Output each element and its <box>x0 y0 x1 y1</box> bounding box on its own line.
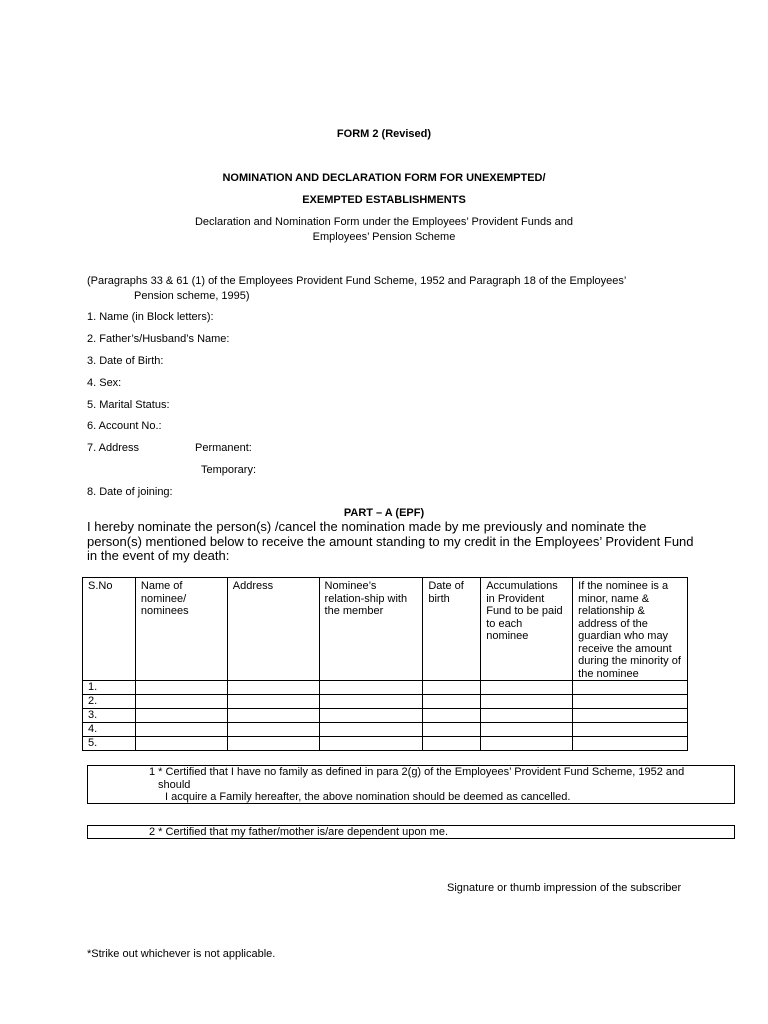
cell-nominee-name[interactable] <box>135 737 227 751</box>
cell-date-of-birth[interactable] <box>423 723 481 737</box>
header-relationship: Nominee’s relation-ship with the member <box>319 578 423 681</box>
form-subheading-line1: Declaration and Nomination Form under the Employees’ Provident Funds and <box>194 216 574 228</box>
table-row <box>83 723 688 737</box>
cell-accumulations[interactable] <box>481 681 573 695</box>
row-number: 5. <box>83 737 136 751</box>
part-a-intro-line1: I hereby nominate the person(s) /cancel the nomination made by me previously and nominate the <box>87 519 647 534</box>
row-number: 1. <box>83 681 136 695</box>
cell-accumulations[interactable] <box>481 695 573 709</box>
certificate-dependent-box <box>87 825 735 839</box>
cell-relationship[interactable] <box>319 737 423 751</box>
cell-nominee-name[interactable] <box>135 681 227 695</box>
part-a-intro-line3: in the event of my death: <box>87 548 230 563</box>
cell-guardian[interactable] <box>573 681 688 695</box>
cell-relationship[interactable] <box>319 695 423 709</box>
certificate-no-family-line1: 1 * Certified that I have no family as defined in para 2(g) of the Employees’ Provident Fund Scheme, 1952 and <box>149 766 685 778</box>
table-row <box>83 709 688 723</box>
cell-guardian[interactable] <box>573 709 688 723</box>
cell-nominee-name[interactable] <box>135 695 227 709</box>
cell-guardian[interactable] <box>573 737 688 751</box>
footnote: *Strike out whichever is not applicable. <box>87 948 276 960</box>
signature-label: Signature or thumb impression of the subscriber <box>447 882 682 894</box>
field-name: 1. Name (in Block letters): <box>87 311 214 323</box>
header-accumulations: Accumulations in Provident Fund to be paid to each nominee <box>481 578 573 681</box>
field-account-no: 6. Account No.: <box>87 420 162 432</box>
row-number: 3. <box>83 709 136 723</box>
header-guardian: If the nominee is a minor, name & relationship & address of the guardian who may receive the amount during the minority of the nominee <box>573 578 688 681</box>
cell-nominee-name[interactable] <box>135 709 227 723</box>
row-number: 2. <box>83 695 136 709</box>
cell-address[interactable] <box>227 709 319 723</box>
form-heading-line1: NOMINATION AND DECLARATION FORM FOR UNEXEMPTED/ <box>222 172 546 184</box>
certificate-dependent-text: 2 * Certified that my father/mother is/are dependent upon me. <box>149 826 448 838</box>
table-header-row <box>83 578 688 681</box>
field-address: 7. Address <box>87 442 139 454</box>
cell-accumulations[interactable] <box>481 723 573 737</box>
cell-relationship[interactable] <box>319 709 423 723</box>
cell-guardian[interactable] <box>573 695 688 709</box>
nomination-table <box>82 577 688 751</box>
field-address-temporary: Temporary: <box>201 464 257 476</box>
cell-guardian[interactable] <box>573 723 688 737</box>
paragraph-reference-line2: Pension scheme, 1995) <box>134 290 250 302</box>
table-row <box>83 695 688 709</box>
cell-relationship[interactable] <box>319 681 423 695</box>
field-date-of-birth: 3. Date of Birth: <box>87 355 164 367</box>
form-title: FORM 2 (Revised) <box>336 128 432 140</box>
field-date-of-joining: 8. Date of joining: <box>87 486 173 498</box>
field-marital-status: 5. Marital Status: <box>87 399 170 411</box>
cell-nominee-name[interactable] <box>135 723 227 737</box>
certificate-no-family-line3: I acquire a Family hereafter, the above nomination should be deemed as cancelled. <box>165 791 571 803</box>
field-address-permanent: Permanent: <box>195 442 252 454</box>
cell-address[interactable] <box>227 723 319 737</box>
cell-address[interactable] <box>227 737 319 751</box>
header-sno: S.No <box>83 578 136 681</box>
table-row <box>83 737 688 751</box>
cell-relationship[interactable] <box>319 723 423 737</box>
header-nominee-name: Name of nominee/ nominees <box>135 578 227 681</box>
certificate-no-family-box <box>87 765 735 804</box>
header-address: Address <box>227 578 319 681</box>
cell-date-of-birth[interactable] <box>423 737 481 751</box>
table-row <box>83 681 688 695</box>
part-a-intro-line2: person(s) mentioned below to receive the amount standing to my credit in the Employees’ Provident Fund <box>87 534 694 549</box>
cell-address[interactable] <box>227 695 319 709</box>
field-sex: 4. Sex: <box>87 377 122 389</box>
row-number: 4. <box>83 723 136 737</box>
certificate-no-family-line2: should <box>158 779 191 791</box>
form-heading-line2: EXEMPTED ESTABLISHMENTS <box>302 194 466 206</box>
cell-accumulations[interactable] <box>481 737 573 751</box>
cell-date-of-birth[interactable] <box>423 709 481 723</box>
paragraph-reference-line1: (Paragraphs 33 & 61 (1) of the Employees Provident Fund Scheme, 1952 and Paragraph 18 of the Employees’ <box>87 275 627 287</box>
cell-accumulations[interactable] <box>481 709 573 723</box>
cell-date-of-birth[interactable] <box>423 681 481 695</box>
header-date-of-birth: Date of birth <box>423 578 481 681</box>
cell-address[interactable] <box>227 681 319 695</box>
field-father-husband-name: 2. Father’s/Husband’s Name: <box>87 333 230 345</box>
cell-date-of-birth[interactable] <box>423 695 481 709</box>
form-subheading-line2: Employees’ Pension Scheme <box>312 231 456 243</box>
part-a-title: PART – A (EPF) <box>343 507 425 519</box>
